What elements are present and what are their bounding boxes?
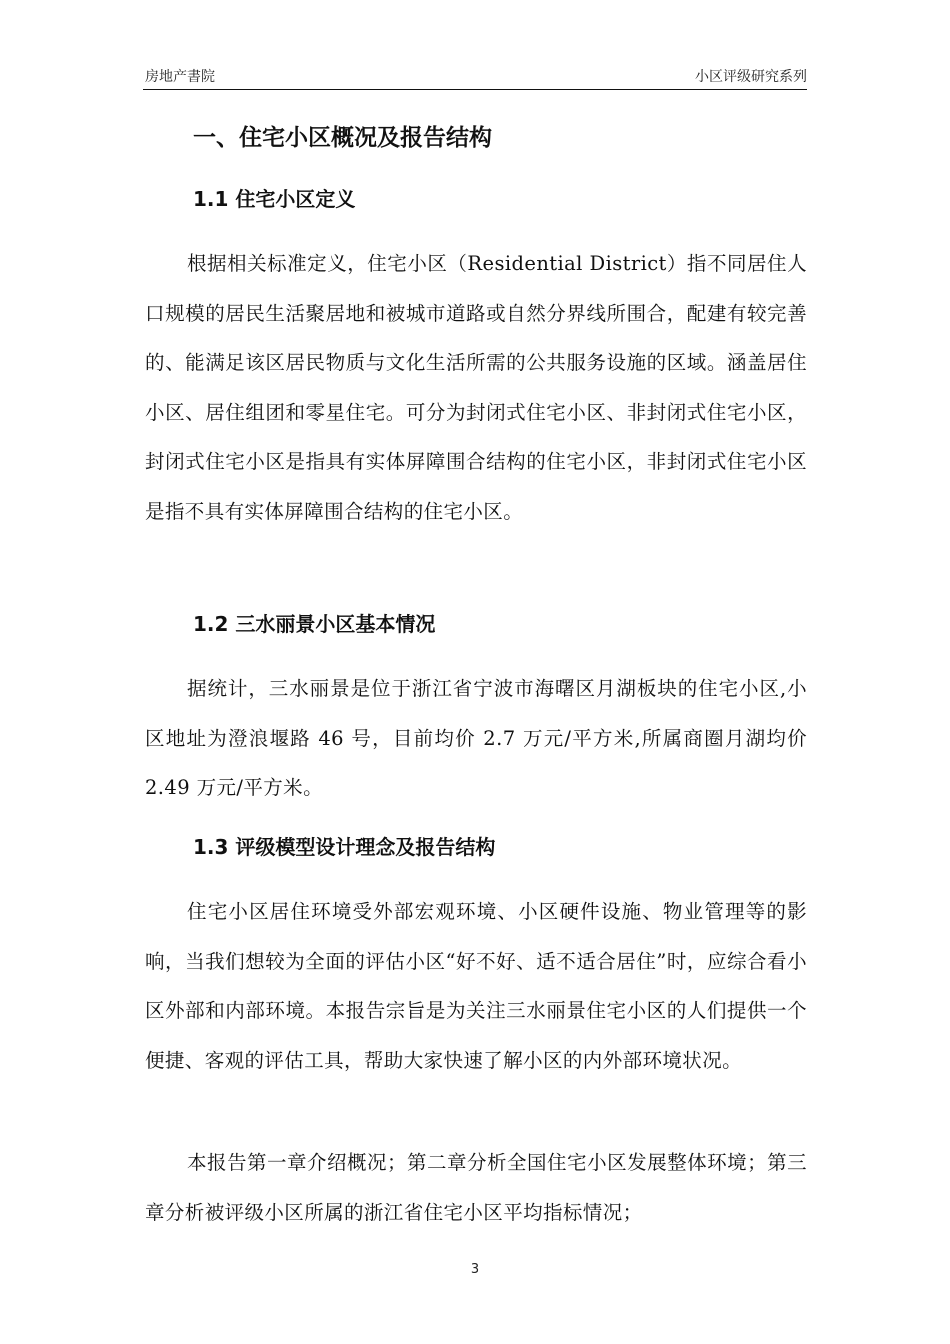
section-heading-1-2: 1.2 三水丽景小区基本情况 bbox=[193, 612, 436, 636]
paragraph-basic-info: 据统计，三水丽景是位于浙江省宁波市海曙区月湖板块的住宅小区,小区地址为澄浪堰路 46 号，目前均价 2.7 万元/平方米,所属商圈月湖均价 2.49 万元/平方米。 bbox=[145, 677, 807, 800]
section-heading-1-1: 1.1 住宅小区定义 bbox=[193, 187, 356, 211]
page-header bbox=[145, 66, 807, 86]
section-heading-1-3: 1.3 评级模型设计理念及报告结构 bbox=[193, 835, 496, 859]
paragraph-design-concept: 住宅小区居住环境受外部宏观环境、小区硬件设施、物业管理等的影响，当我们想较为全面的评估小区“好不好、适不适合居住”时，应综合看小区外部和内部环境。本报告宗旨是为关注三水丽景住宅小区的人们提供一个便捷、客观的评估工具，帮助大家快速了解小区的内外部环境状况。 bbox=[145, 900, 807, 1072]
header-divider bbox=[143, 89, 807, 90]
header-series-title: 小区评级研究系列 bbox=[695, 69, 807, 85]
paragraph-report-structure: 本报告第一章介绍概况；第二章分析全国住宅小区发展整体环境；第三章分析被评级小区所属的浙江省住宅小区平均指标情况； bbox=[145, 1151, 807, 1224]
header-publisher: 房地产書院 bbox=[145, 69, 215, 85]
page-number: 3 bbox=[470, 1262, 480, 1277]
paragraph-definition: 根据相关标准定义，住宅小区（Residential District）指不同居住人口规模的居民生活聚居地和被城市道路或自然分界线所围合，配建有较完善的、能满足该区居民物质与文化生活所需的公共服务设施的区域。涵盖居住小区、居住组团和零星住宅。可分为封闭式住宅小区、非封闭式住宅小区，封闭式住宅小区是指具有实体屏障围合结构的住宅小区，非封闭式住宅小区是指不具有实体屏障围合结构的住宅小区。 bbox=[145, 252, 807, 523]
chapter-title: 一、住宅小区概况及报告结构 bbox=[193, 125, 492, 151]
